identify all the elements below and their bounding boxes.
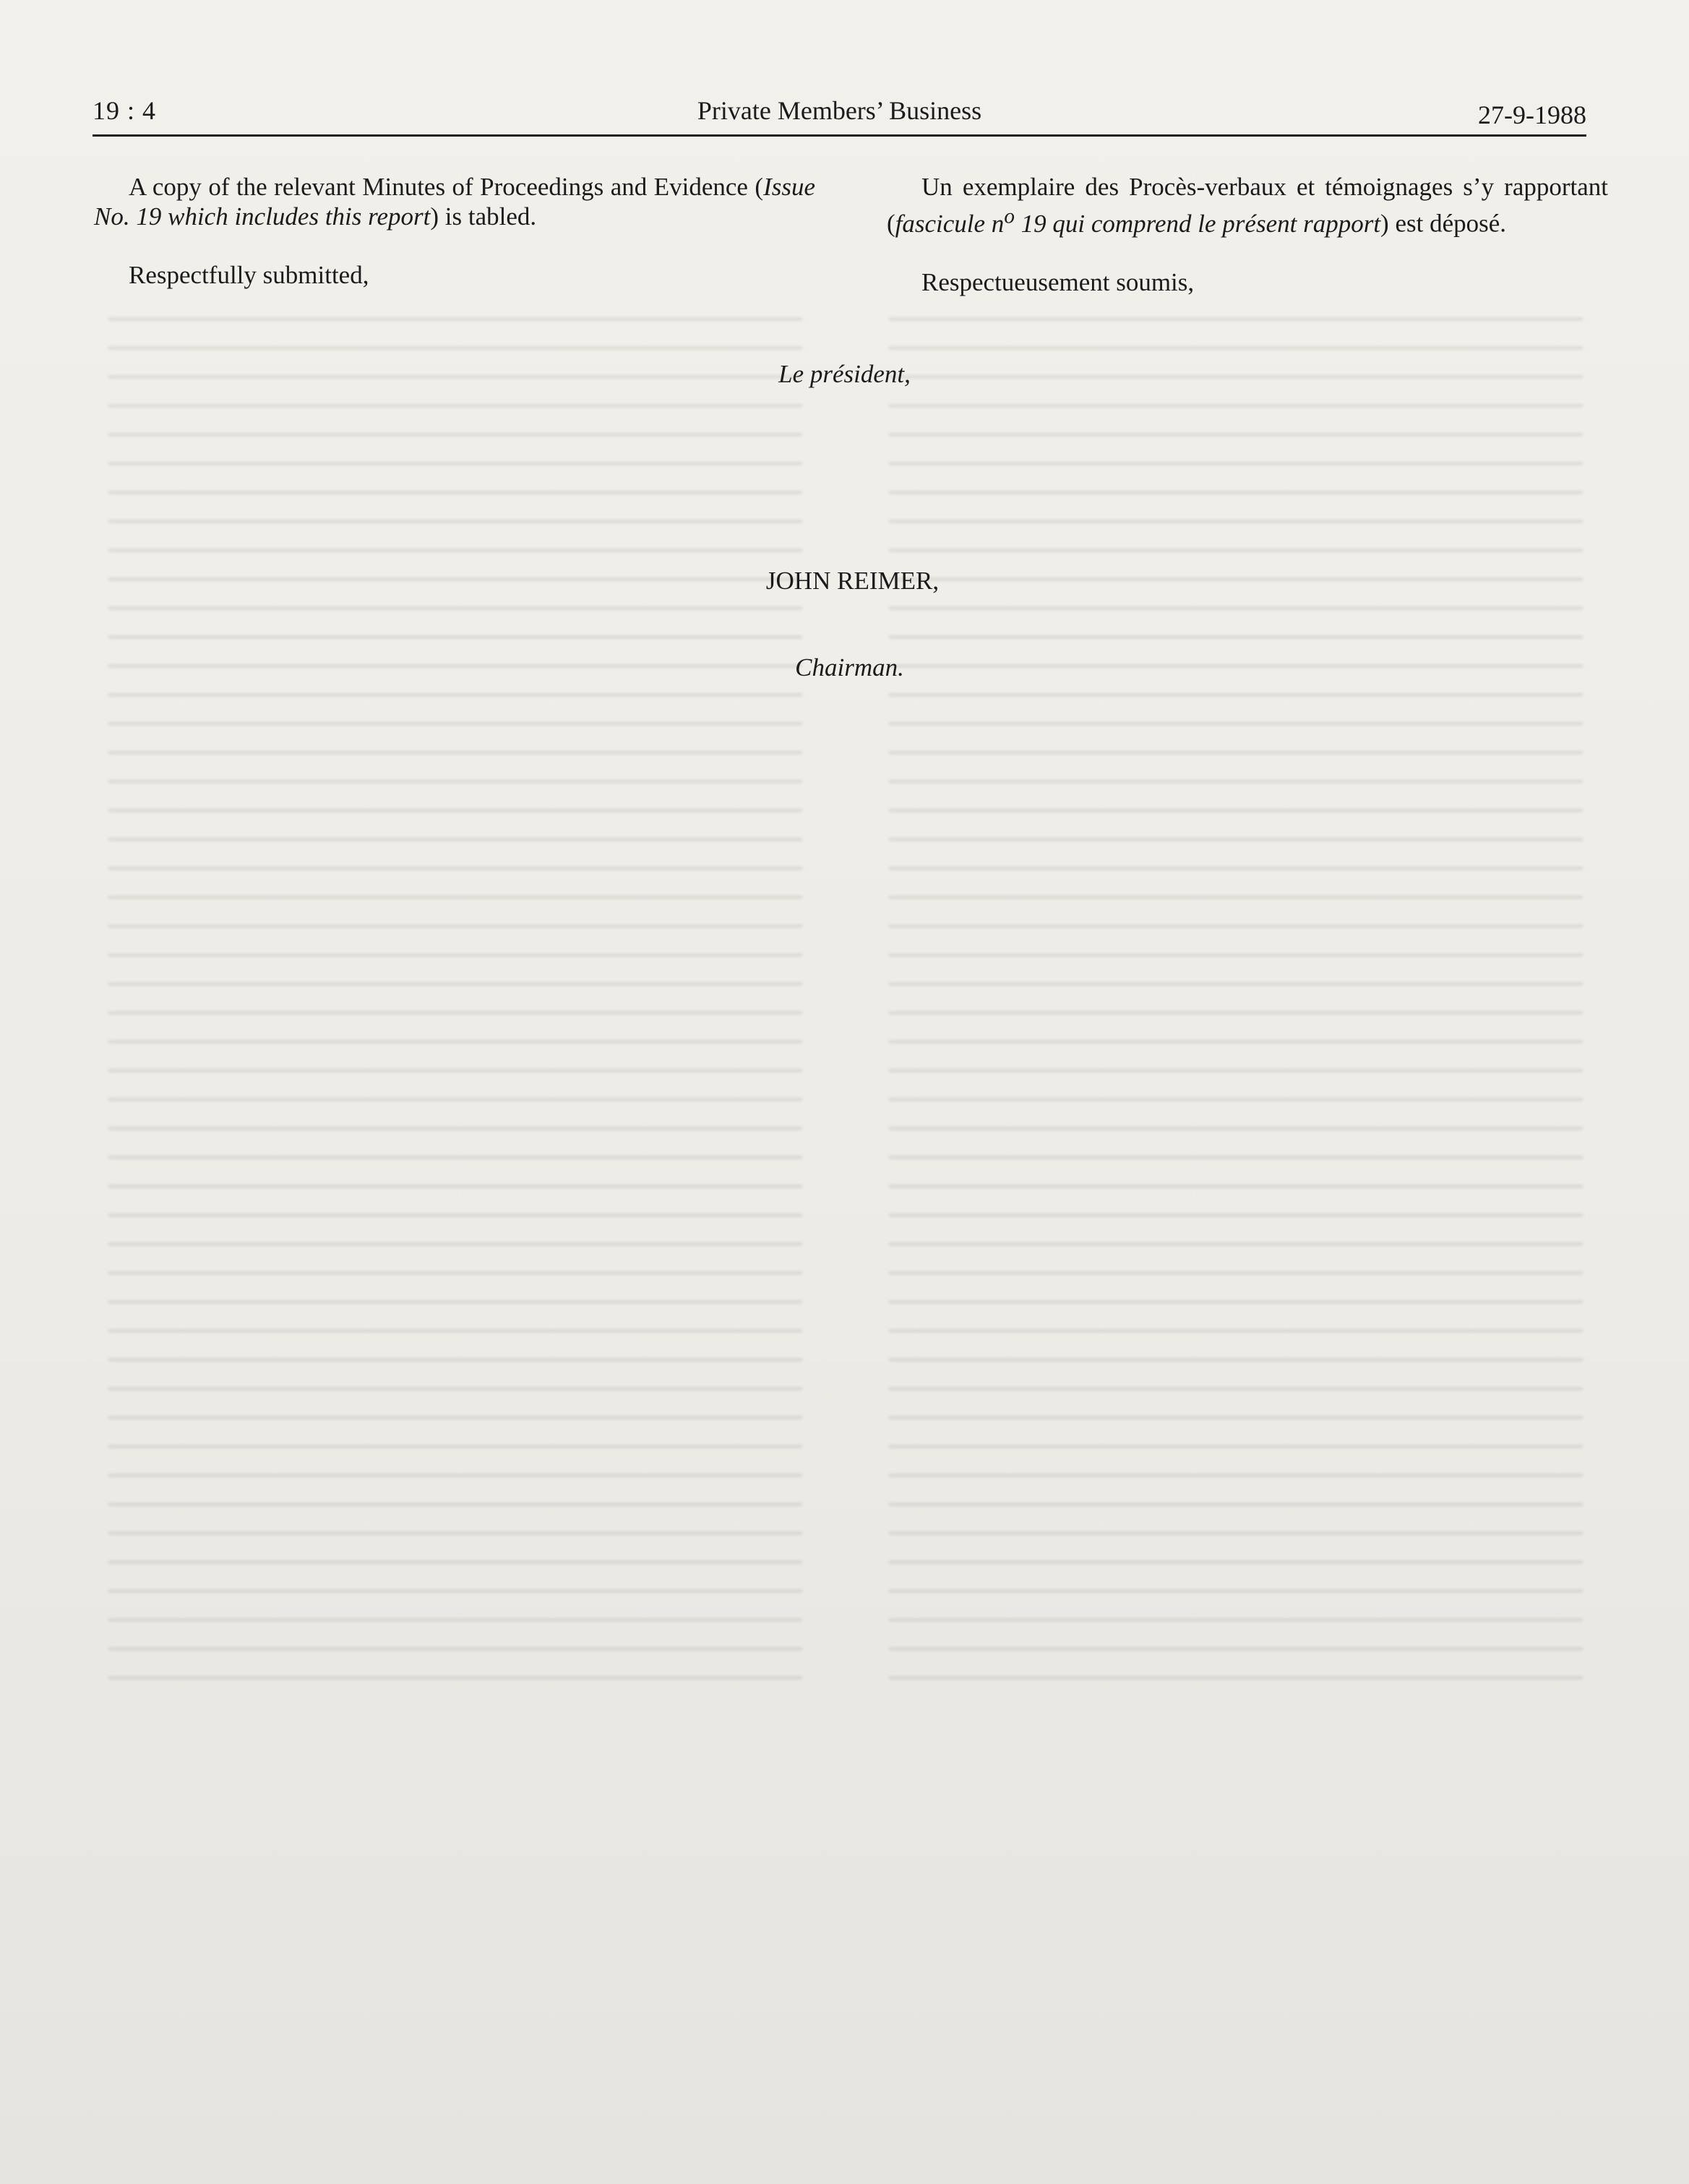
- english-closing: Respectfully submitted,: [129, 261, 369, 289]
- page-number: 19 : 4: [93, 96, 157, 125]
- signature-english-title: Chairman.: [795, 653, 904, 682]
- english-column: [94, 172, 815, 290]
- english-tabled-paragraph: A copy of the relevant Minutes of Proceedings and Evidence (Issue No. 19 which includes this report) is tabled.: [94, 173, 815, 231]
- page-date: 27-9-1988: [1478, 100, 1586, 129]
- header-rule: [93, 134, 1586, 137]
- page-header: [93, 95, 1586, 132]
- signature-name: JOHN REIMER,: [765, 567, 940, 595]
- running-title: Private Members’ Business: [697, 96, 982, 125]
- fascicule-reference: fascicule $n^o$ 19 qui comprend le présent rapport: [895, 205, 1381, 238]
- issue-reference: Issue No. 19 which includes this report: [94, 173, 815, 231]
- french-tabled-paragraph: Un exemplaire des Procès-verbaux et témoignages s’y rapportant (fascicule $n^o$ 19 qui comprend le présent rapport) est déposé.: [887, 173, 1608, 238]
- french-closing: Respectueusement soumis,: [921, 267, 1195, 296]
- french-column: [887, 172, 1608, 297]
- signature-french-title: Le président,: [778, 360, 911, 388]
